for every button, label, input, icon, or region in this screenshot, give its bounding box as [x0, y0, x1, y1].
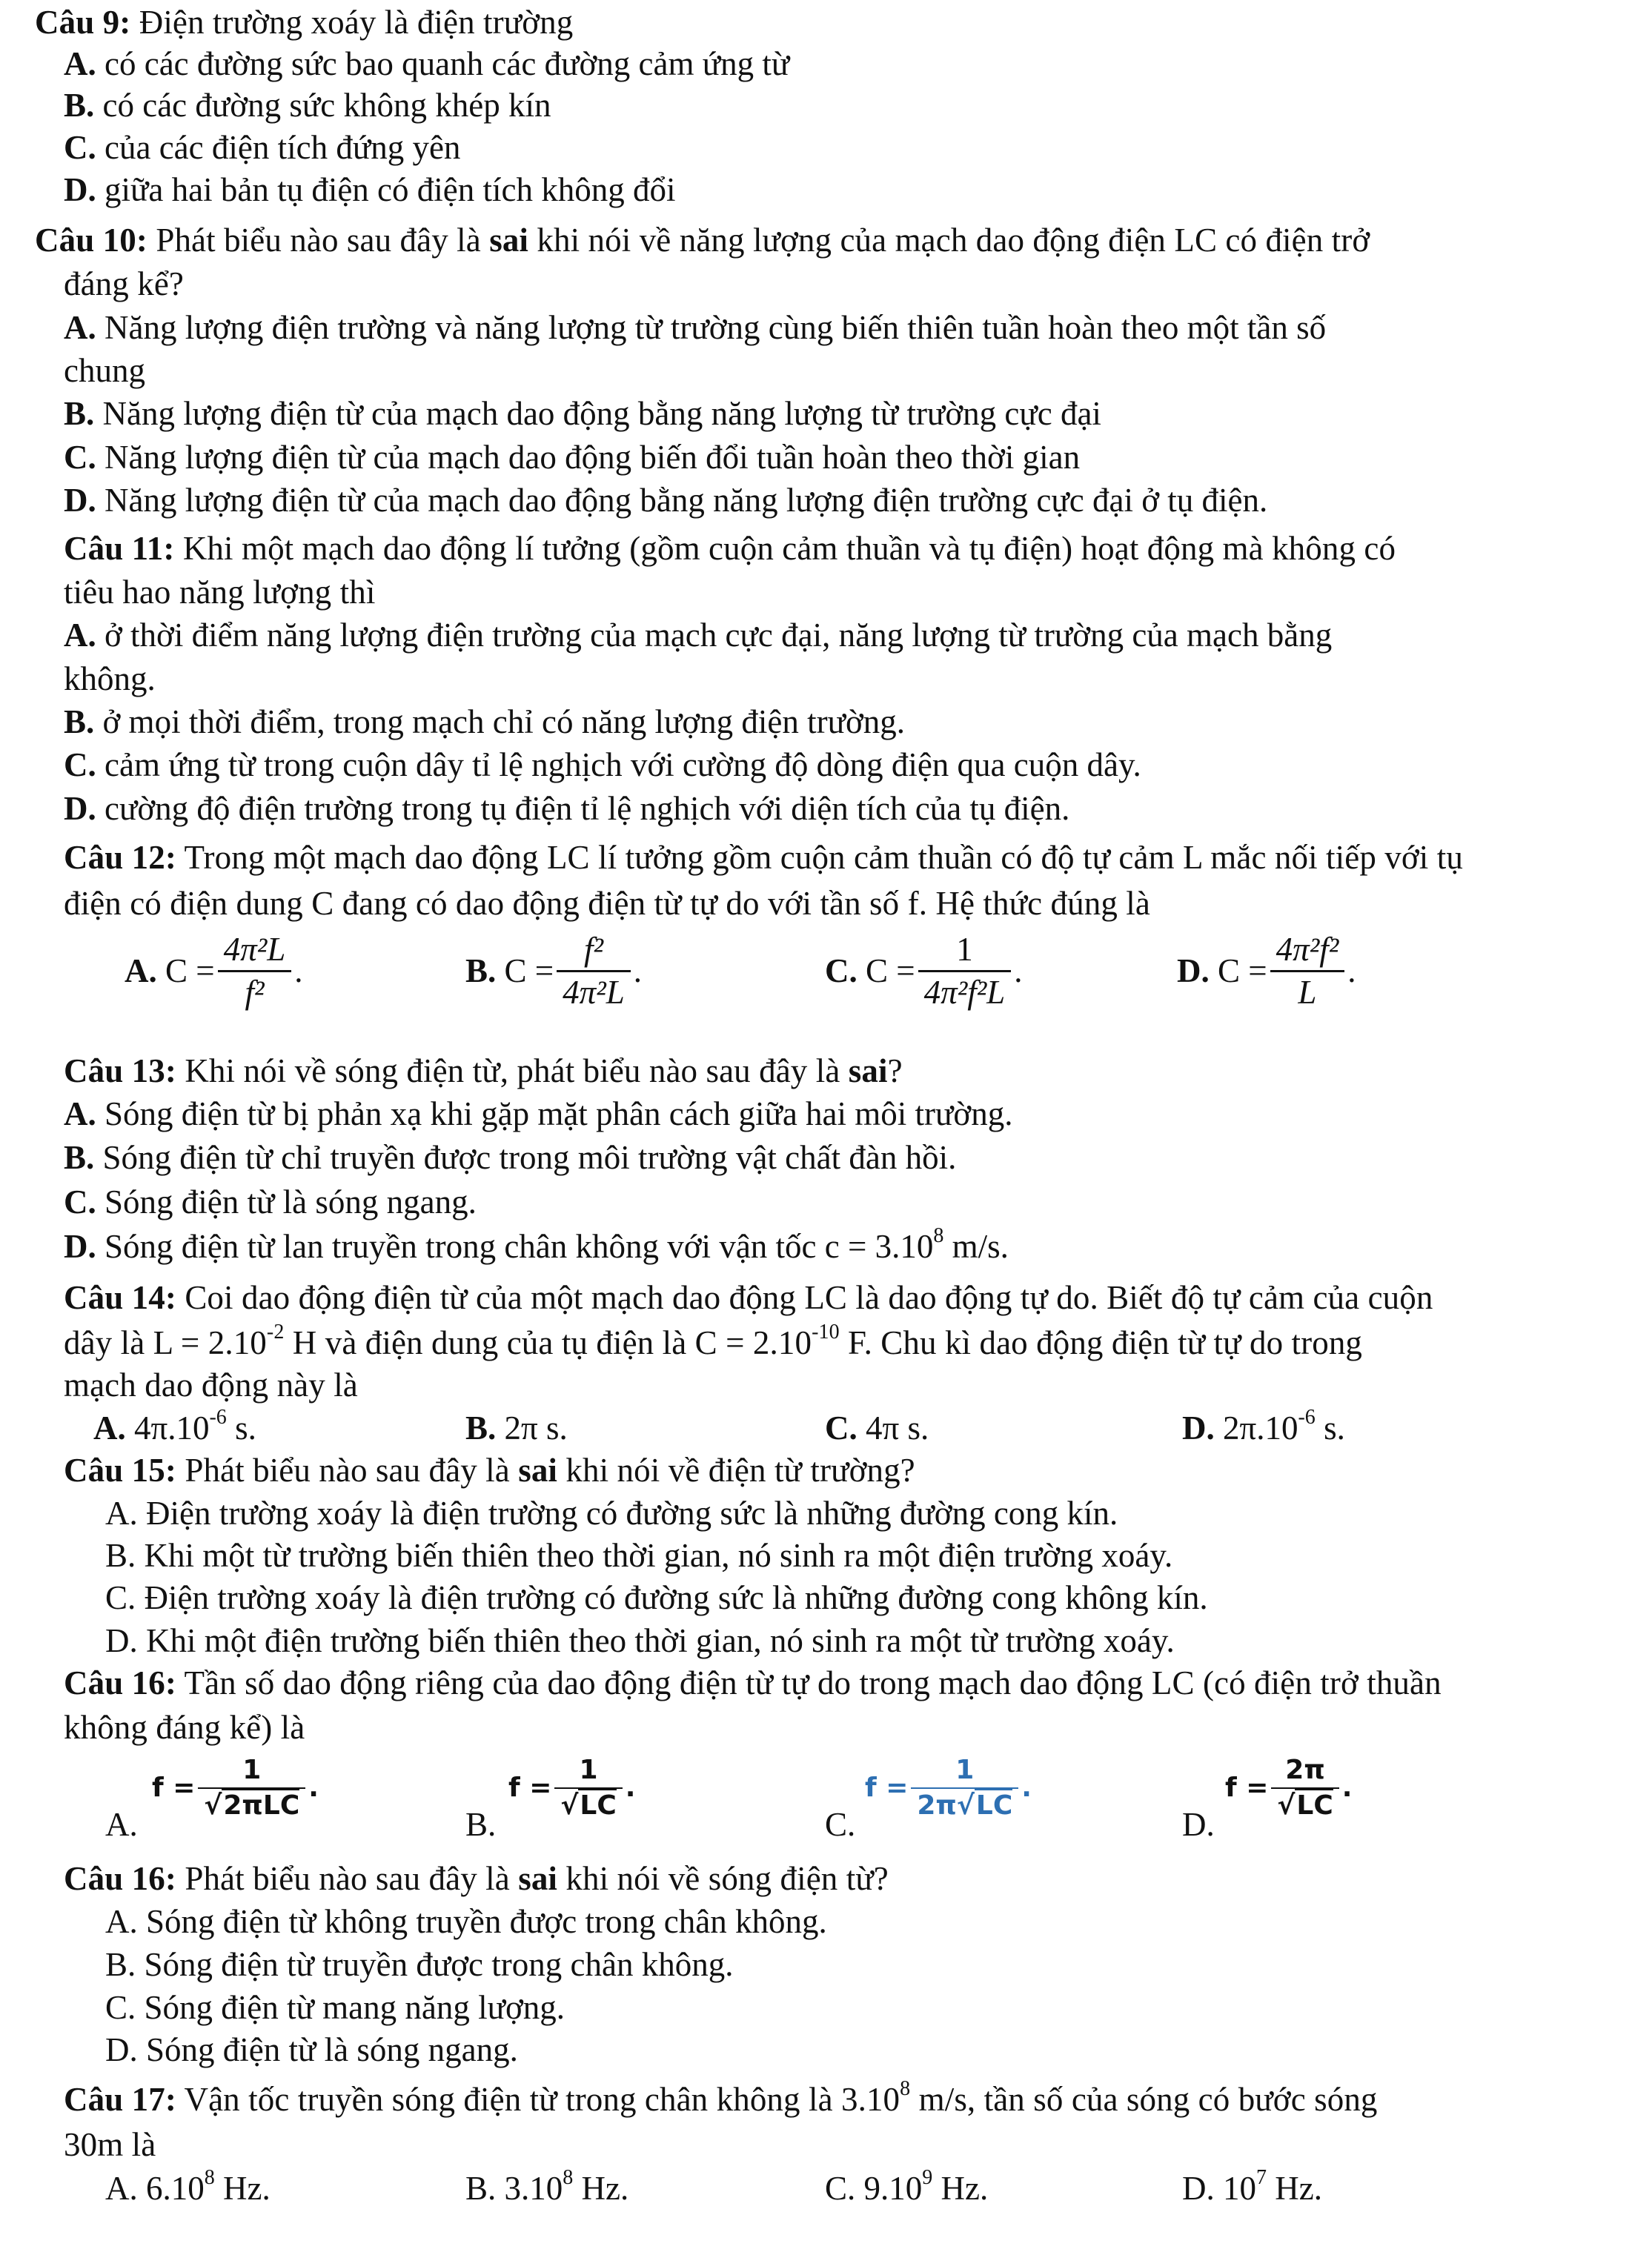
q14-option-c: C. 4π s. — [825, 1409, 929, 1447]
q16a-option-d-letter: D. — [1182, 1806, 1215, 1843]
q11-option-c: C. cảm ứng từ trong cuộn dây tỉ lệ nghịch với cường độ dòng điện qua cuộn dây. — [64, 746, 1141, 783]
q16a-option-a-letter: A. — [105, 1806, 138, 1843]
q15-option-b: B. Khi một từ trường biến thiên theo thời gian, nó sinh ra một điện trường xoáy. — [105, 1537, 1173, 1574]
q14-option-a: A. $4\pi.10^{-6}$ s. — [93, 1406, 256, 1447]
q17-option-c: C. 9.10$^9$ Hz. — [825, 2166, 989, 2207]
q17-stem-line1: Câu 17: Vận tốc truyền sóng điện từ trong chân không là 3.10$^8$ m/s, tần số của sóng có bước sóng — [64, 2077, 1378, 2118]
q9-option-b: B. có các đường sức không khép kín — [64, 87, 551, 124]
q14-stem-line2: dây là $L = 2.10^{-2}$ H và điện dung của tụ điện là $C = 2.10^{-10}$ F. Chu kì dao động điện từ tự do trong — [64, 1321, 1363, 1361]
q16b-option-c: C. Sóng điện từ mang năng lượng. — [105, 1989, 565, 2026]
q13-option-d: D. Sóng điện từ lan truyền trong chân không với vận tốc $c = 3.10^8$ m/s. — [64, 1224, 1009, 1265]
q15-stem: Câu 15: Phát biểu nào sau đây là sai khi nói về điện từ trường? — [64, 1452, 915, 1489]
q11-stem-line1: Câu 11: Khi một mạch dao động lí tưởng (gồm cuộn cảm thuần và tụ điện) hoạt động mà không có — [64, 530, 1396, 567]
q10-option-c: C. Năng lượng điện từ của mạch dao động biến đổi tuần hoàn theo thời gian — [64, 439, 1081, 476]
q14-stem-line3: mạch dao động này là — [64, 1366, 358, 1404]
q12-stem-line1: Câu 12: Trong một mạch dao động LC lí tưởng gồm cuộn cảm thuần có độ tự cảm L mắc nối tiếp với tụ — [64, 839, 1463, 876]
q11-option-a-cont: không. — [64, 660, 156, 697]
fraction: $\frac{1}{\text{√2πLC}}$ — [198, 1756, 305, 1820]
q16b-option-b: B. Sóng điện từ truyền được trong chân không. — [105, 1946, 734, 1983]
q10-option-a-cont: chung — [64, 352, 145, 389]
q16a-stem-line2: không đáng kể) là — [64, 1709, 305, 1746]
q10-option-d: D. Năng lượng điện từ của mạch dao động bằng năng lượng điện trường cực đại ở tụ điện. — [64, 482, 1268, 519]
q10-option-b: B. Năng lượng điện từ của mạch dao động bằng năng lượng từ trường cực đại — [64, 395, 1101, 432]
q9-stem: Câu 9: Điện trường xoáy là điện trường — [35, 4, 574, 41]
q11-stem-line2: tiêu hao năng lượng thì — [64, 574, 376, 611]
fraction: $\frac{\text{f²}}{\text{4π²L}}$ — [557, 932, 631, 1011]
fraction: $\frac{1}{√LC}$ — [554, 1756, 622, 1820]
q15-option-c: C. Điện trường xoáy là điện trường có đường sức là những đường cong không kín. — [105, 1579, 1208, 1616]
q16a-option-b: f = $\frac{1}{√LC}$ . — [508, 1755, 636, 1821]
fraction: $\frac{\text{4π²L}}{\text{f²}}$ — [218, 932, 292, 1011]
q9-option-c: C. của các điện tích đứng yên — [64, 129, 461, 166]
q17-option-a: A. 6.10$^8$ Hz. — [105, 2166, 271, 2207]
q12-option-a: A. C = $\frac{\text{4π²L}}{\text{f²}}$ . — [125, 931, 303, 1012]
q13-option-a: A. Sóng điện từ bị phản xạ khi gặp mặt phân cách giữa hai môi trường. — [64, 1095, 1013, 1132]
fraction: $\frac{1}{\text{4π²f²L}}$ — [918, 932, 1012, 1011]
q16b-option-a: A. Sóng điện từ không truyền được trong chân không. — [105, 1903, 827, 1940]
q17-option-d: D. $10^7$ Hz. — [1182, 2166, 1322, 2207]
q17-stem-line2: 30m là — [64, 2126, 156, 2163]
q10-stem-line2: đáng kể? — [64, 265, 184, 302]
q17-option-b: B. 3.10$^8$ Hz. — [465, 2166, 629, 2207]
q15-option-d: D. Khi một điện trường biến thiên theo thời gian, nó sinh ra một từ trường xoáy. — [105, 1622, 1175, 1659]
q12-option-d: D. C = $\frac{\text{4π²f²}}{L}$ . — [1177, 931, 1356, 1012]
q11-option-a: A. ở thời điểm năng lượng điện trường của mạch cực đại, năng lượng từ trường của mạch bằng — [64, 617, 1333, 654]
q15-option-a: A. Điện trường xoáy là điện trường có đường sức là những đường cong kín. — [105, 1495, 1118, 1532]
q9-option-d: D. giữa hai bản tụ điện có điện tích không đổi — [64, 171, 676, 208]
q14-option-d: D. $2\pi.10^{-6}$ s. — [1182, 1406, 1345, 1447]
q16a-option-c-letter: C. — [825, 1806, 856, 1843]
q14-option-b: B. 2π s. — [465, 1409, 568, 1447]
q12-option-c: C. C = $\frac{1}{\text{4π²f²L}}$ . — [825, 931, 1023, 1012]
q11-option-b: B. ở mọi thời điểm, trong mạch chỉ có năng lượng điện trường. — [64, 703, 906, 740]
q14-stem-line1: Câu 14: Coi dao động điện từ của một mạch dao động LC là dao động tự do. Biết độ tự cảm của cuộn — [64, 1279, 1433, 1316]
q11-option-d: D. cường độ điện trường trong tụ điện tỉ lệ nghịch với diện tích của tụ điện. — [64, 790, 1070, 827]
fraction: $\frac{2\pi}{√LC}$ — [1271, 1756, 1338, 1820]
q13-stem: Câu 13: Khi nói về sóng điện từ, phát biểu nào sau đây là sai? — [64, 1052, 903, 1089]
q16a-option-a: f = $\frac{1}{\text{√2πLC}}$ . — [152, 1755, 319, 1821]
q16a-option-b-letter: B. — [465, 1806, 497, 1843]
q16a-stem-line1: Câu 16: Tần số dao động riêng của dao động điện từ tự do trong mạch dao động LC (có điện trở thuần — [64, 1664, 1442, 1701]
q10-stem-line1: Câu 10: Phát biểu nào sau đây là sai khi nói về năng lượng của mạch dao động điện LC có điện trở — [35, 222, 1370, 259]
q13-option-c: C. Sóng điện từ là sóng ngang. — [64, 1183, 477, 1221]
fraction: $\frac{\text{4π²f²}}{L}$ — [1270, 932, 1345, 1011]
q9-option-a: A. có các đường sức bao quanh các đường cảm ứng từ — [64, 45, 790, 82]
q16b-stem: Câu 16: Phát biểu nào sau đây là sai khi nói về sóng điện từ? — [64, 1860, 889, 1897]
q12-option-b: B. C = $\frac{\text{f²}}{\text{4π²L}}$ . — [465, 931, 642, 1012]
q16a-option-c: f = $\frac{1}{2\pi√LC}$ . — [865, 1755, 1032, 1821]
q16b-option-d: D. Sóng điện từ là sóng ngang. — [105, 2031, 518, 2068]
q16a-option-d: f = $\frac{2\pi}{√LC}$ . — [1225, 1755, 1353, 1821]
q13-option-b: B. Sóng điện từ chỉ truyền được trong môi trường vật chất đàn hồi. — [64, 1139, 957, 1176]
fraction: $\frac{1}{2\pi√LC}$ — [911, 1756, 1018, 1820]
q12-stem-line2: điện có điện dung C đang có dao động điện từ tự do với tần số f. Hệ thức đúng là — [64, 885, 1150, 922]
q10-option-a: A. Năng lượng điện trường và năng lượng từ trường cùng biến thiên tuần hoàn theo một tần số — [64, 309, 1327, 346]
